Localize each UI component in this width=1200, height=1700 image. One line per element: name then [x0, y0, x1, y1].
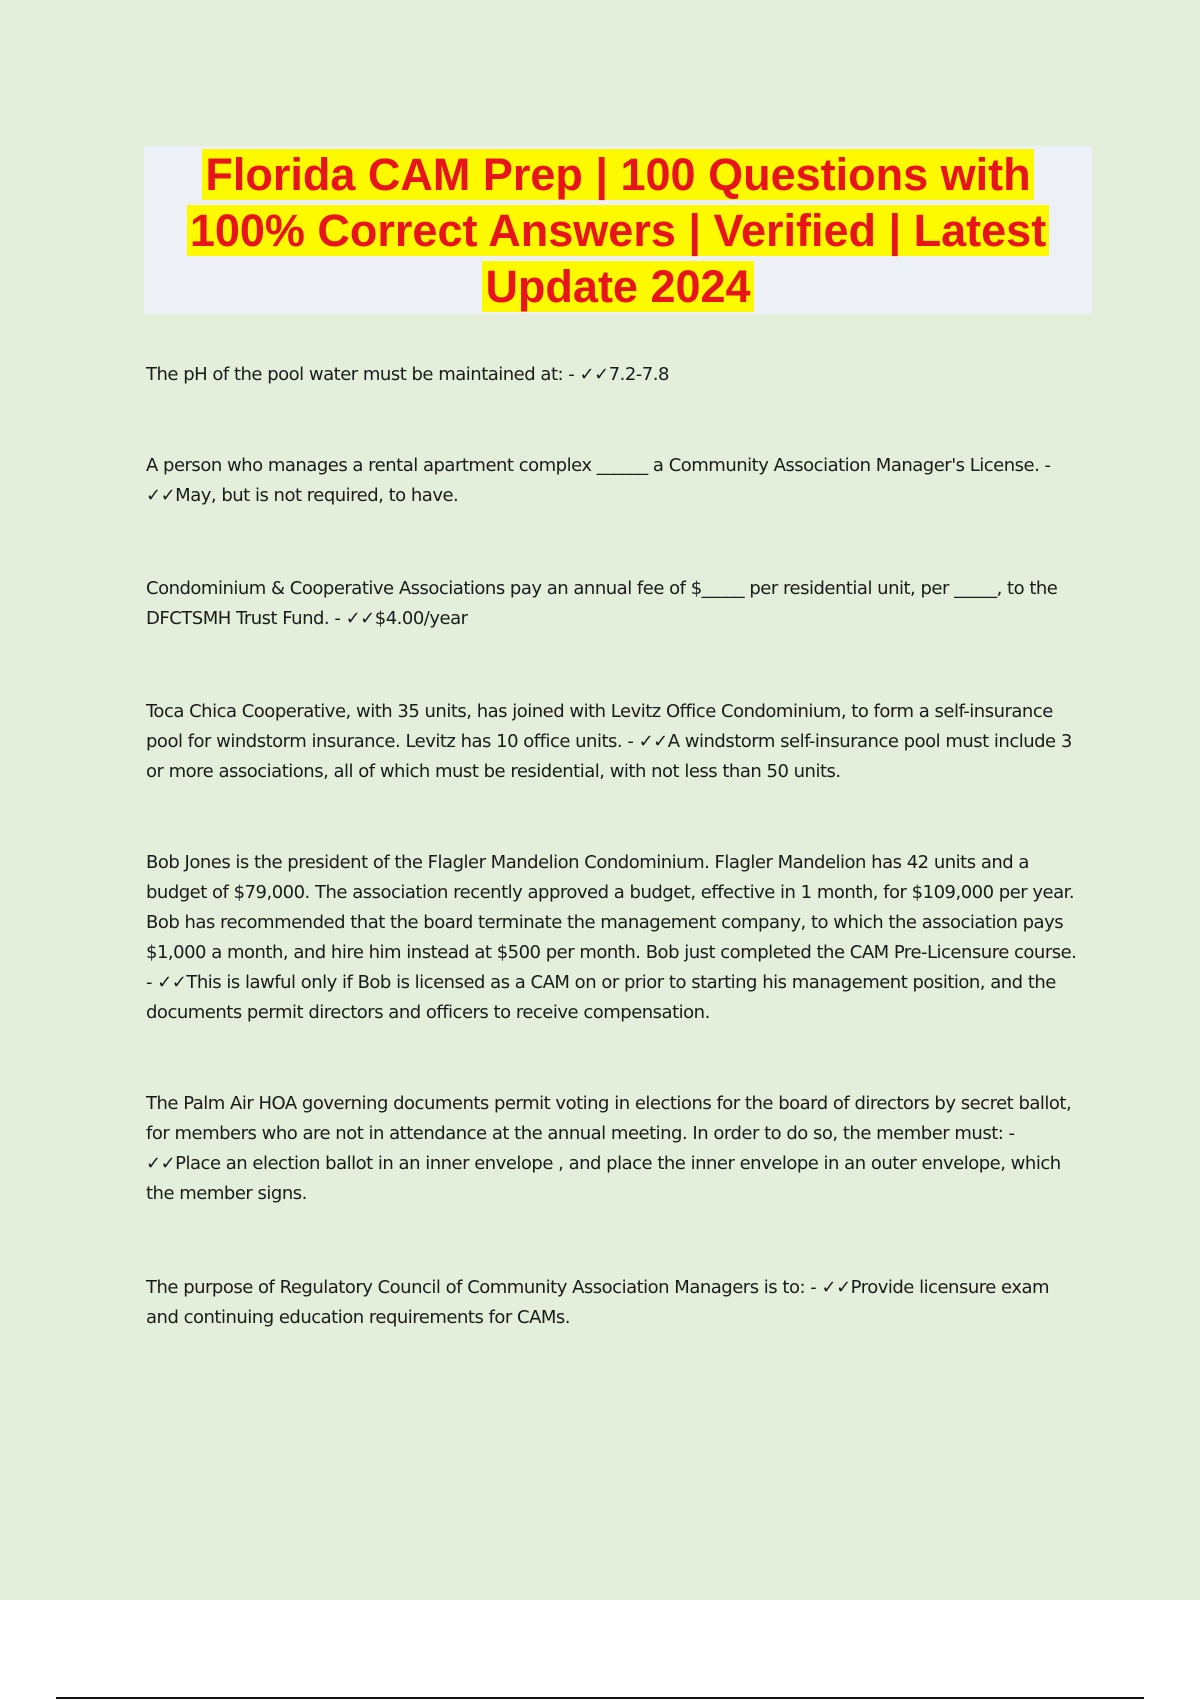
double-check-icon: ✓✓: [146, 1153, 176, 1174]
question-text: The pH of the pool water must be maintained at: -: [146, 364, 580, 385]
double-check-icon: ✓✓: [157, 972, 187, 993]
document-title: [144, 147, 1092, 315]
double-check-icon: ✓✓: [345, 608, 375, 629]
question-text: The Palm Air HOA governing documents permit voting in elections for the board of directors by secret ballot, for members who are not in attendance at the annual meeting. In order to do so, the member must: -: [146, 1093, 1072, 1144]
qa-item-3: [146, 574, 1086, 634]
page-divider-line: [56, 1697, 1144, 1699]
answer-text: Place an election ballot in an inner envelope , and place the inner envelope in an outer envelope, which the member signs.: [146, 1153, 1061, 1204]
question-text: Bob Jones is the president of the Flagler Mandelion Condominium. Flagler Mandelion has 42 units and a budget of $79,000. The association recently approved a budget, effective in 1 month, for $109,000 per year. Bob has recommended that the board terminate the management company, to which the association pays $1,000 a month, and hire him instead at $500 per month. Bob just completed the CAM Pre-Licensure course. -: [146, 852, 1077, 993]
qa-item-1: [146, 360, 1086, 390]
answer-text: May, but is not required, to have.: [175, 485, 459, 506]
question-text: Toca Chica Cooperative, with 35 units, has joined with Levitz Office Condominium, to form a self-insurance pool for windstorm insurance. Levitz has 10 office units. -: [146, 701, 1053, 752]
qa-item-4: [146, 697, 1086, 787]
double-check-icon: ✓✓: [821, 1277, 851, 1298]
question-text: The purpose of Regulatory Council of Community Association Managers is to: -: [146, 1277, 822, 1298]
title-line-1: Florida CAM Prep | 100 Questions with: [202, 149, 1033, 200]
qa-item-7: [146, 1273, 1086, 1333]
qa-item-6: [146, 1089, 1086, 1209]
title-line-3: Update 2024: [482, 261, 753, 312]
answer-text: Provide licensure exam and continuing education requirements for CAMs.: [146, 1277, 1050, 1328]
answer-text: $4.00/year: [374, 608, 468, 629]
title-line-2: 100% Correct Answers | Verified | Latest: [187, 205, 1049, 256]
question-text: Condominium & Cooperative Associations pay an annual fee of $_____ per residential unit, per _____, to the DFCTSMH Trust Fund. -: [146, 578, 1058, 629]
answer-text: A windstorm self-insurance pool must include 3 or more associations, all of which must be residential, with not less than 50 units.: [146, 731, 1072, 782]
qa-item-5: [146, 848, 1086, 1028]
double-check-icon: ✓✓: [146, 485, 176, 506]
question-text: A person who manages a rental apartment complex ______ a Community Association Manager's License. -: [146, 455, 1051, 476]
answer-text: This is lawful only if Bob is licensed as a CAM on or prior to starting his management position, and the documents permit directors and officers to receive compensation.: [146, 972, 1056, 1023]
title-box: [144, 146, 1092, 314]
double-check-icon: ✓✓: [638, 731, 668, 752]
answer-text: 7.2-7.8: [608, 364, 669, 385]
double-check-icon: ✓✓: [579, 364, 609, 385]
qa-item-2: [146, 451, 1086, 511]
